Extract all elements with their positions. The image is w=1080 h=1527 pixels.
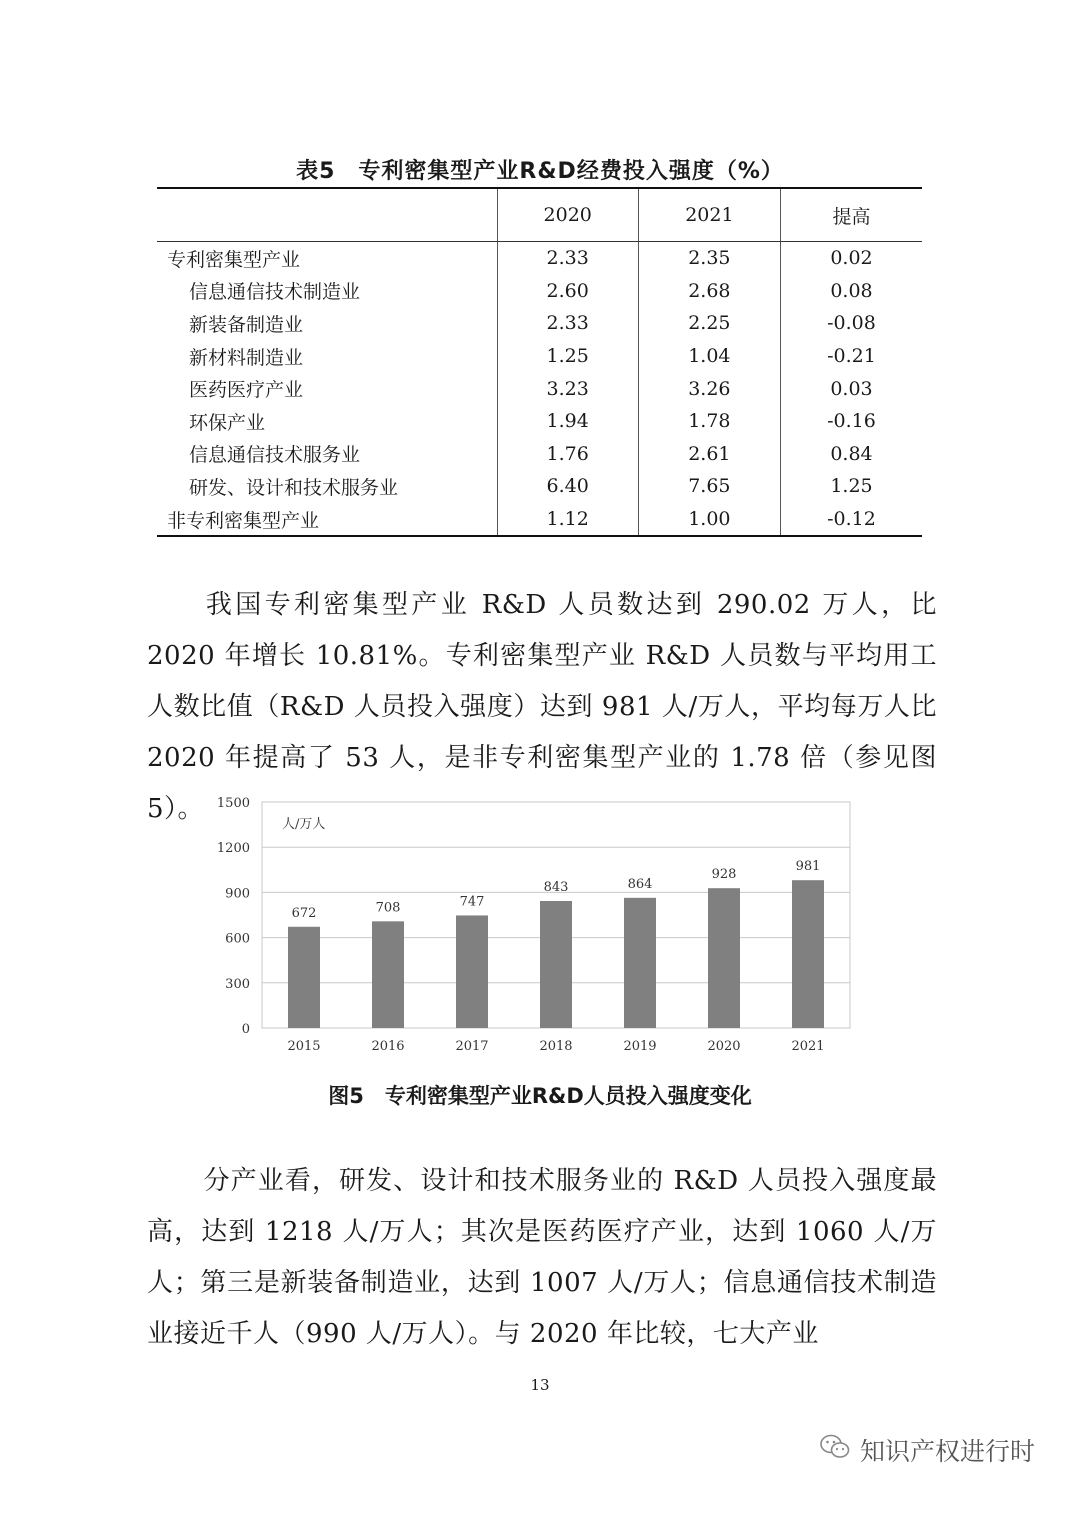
- row-value-2020: 1.94: [497, 405, 638, 438]
- bar: [540, 901, 572, 1028]
- row-value-2021: 7.65: [638, 470, 780, 503]
- row-value-change: -0.16: [780, 405, 922, 438]
- page-number: 13: [530, 1376, 550, 1394]
- x-tick-label: 2020: [707, 1039, 741, 1054]
- row-value-2021: 1.04: [638, 340, 780, 373]
- row-value-change: 0.02: [780, 242, 922, 275]
- bar: [372, 921, 404, 1028]
- paragraph-by-industry: [147, 1156, 937, 1360]
- bar: [288, 927, 320, 1028]
- row-value-2020: 2.33: [497, 242, 638, 275]
- bar: [708, 888, 740, 1028]
- y-tick-label: 1200: [216, 841, 250, 857]
- bar-data-label: 843: [543, 879, 569, 895]
- row-value-2020: 2.33: [497, 307, 638, 340]
- row-value-2020: 3.23: [497, 372, 638, 405]
- row-value-change: -0.08: [780, 307, 922, 340]
- row-industry-name: 新装备制造业: [189, 313, 304, 336]
- y-tick-label: 1500: [216, 796, 250, 811]
- row-industry-name: 信息通信技术服务业: [189, 444, 361, 467]
- y-axis-label: 人/万人: [282, 817, 326, 832]
- row-value-2021: 2.35: [638, 242, 780, 275]
- row-value-2021: 2.61: [638, 438, 780, 471]
- row-value-change: -0.12: [780, 503, 922, 537]
- watermark: [820, 1428, 1035, 1472]
- table-body: [157, 242, 922, 537]
- y-tick-label: 900: [225, 886, 250, 902]
- row-industry-name: 医药医疗产业: [189, 379, 304, 402]
- row-value-2020: 1.25: [497, 340, 638, 373]
- row-value-change: 0.08: [780, 275, 922, 308]
- bar: [456, 915, 488, 1028]
- row-industry-name: 信息通信技术制造业: [189, 281, 361, 304]
- rd-expenditure-table: [157, 187, 922, 537]
- table-row: [157, 242, 922, 275]
- table-row: [157, 307, 922, 340]
- bar: [792, 880, 824, 1028]
- x-tick-label: 2015: [287, 1039, 321, 1054]
- figure-title: 图5 专利密集型产业R&D人员投入强度变化: [328, 1084, 752, 1108]
- bar-data-label: 864: [627, 876, 653, 892]
- table-row: [157, 438, 922, 471]
- table-row: [157, 372, 922, 405]
- row-industry-name: 非专利密集型产业: [167, 509, 320, 532]
- table-row: [157, 503, 922, 537]
- header-cell-2021: 2021: [638, 188, 780, 242]
- x-tick-label: 2018: [539, 1039, 573, 1054]
- row-value-2021: 3.26: [638, 372, 780, 405]
- x-tick-label: 2021: [791, 1039, 825, 1054]
- bar-chart: [210, 790, 870, 1060]
- y-tick-label: 300: [225, 976, 250, 992]
- watermark-text: 知识产权进行时: [860, 1437, 1036, 1466]
- row-value-2020: 1.76: [497, 438, 638, 471]
- row-value-2021: 2.25: [638, 307, 780, 340]
- table-row: [157, 405, 922, 438]
- row-value-change: 1.25: [780, 470, 922, 503]
- table-row: [157, 340, 922, 373]
- header-cell-change: 提高: [780, 188, 922, 242]
- row-industry-name: 新材料制造业: [189, 346, 304, 369]
- paragraph-text: 我国专利密集型产业 R&D 人员数达到 290.02 万人，比 2020 年增长 10.81%。专利密集型产业 R&D 人员数与平均用工人数比值（R&D 人员投入强度）达到 981 人/万人，平均每万人比 2020 年提高了 53 人，是非专利密集型产业的 1.78 倍（参见图 5）。: [147, 590, 937, 824]
- bar-data-label: 981: [795, 859, 821, 875]
- bar-data-label: 672: [291, 905, 317, 921]
- row-value-2020: 6.40: [497, 470, 638, 503]
- header-cell-blank: [157, 188, 497, 242]
- bar: [624, 898, 656, 1028]
- row-value-change: 0.03: [780, 372, 922, 405]
- table-header-row: [157, 188, 922, 242]
- row-value-2021: 1.78: [638, 405, 780, 438]
- row-value-2021: 1.00: [638, 503, 780, 537]
- row-value-2020: 2.60: [497, 275, 638, 308]
- chart-svg: [210, 790, 870, 1060]
- header-cell-2020: 2020: [497, 188, 638, 242]
- row-value-change: -0.21: [780, 340, 922, 373]
- bar-data-label: 928: [711, 867, 737, 883]
- row-value-2021: 2.68: [638, 275, 780, 308]
- table-row: [157, 470, 922, 503]
- x-tick-label: 2017: [455, 1039, 489, 1054]
- table-title: 表5 专利密集型产业R&D经费投入强度（%）: [296, 159, 784, 184]
- paragraph-text: 分产业看，研发、设计和技术服务业的 R&D 人员投入强度最高，达到 1218 人/万人；其次是医药医疗产业，达到 1060 人/万人；第三是新装备制造业，达到 1007 人/万人；信息通信技术制造业接近千人（990 人/万人）。与 2020 年比较，七大产业: [147, 1166, 937, 1349]
- wechat-icon: [820, 1434, 850, 1466]
- row-value-2020: 1.12: [497, 503, 638, 537]
- bar-data-label: 708: [375, 900, 401, 916]
- row-industry-name: 研发、设计和技术服务业: [189, 476, 399, 499]
- bar-data-label: 747: [459, 894, 485, 910]
- row-industry-name: 专利密集型产业: [167, 248, 301, 271]
- y-tick-label: 600: [225, 931, 250, 947]
- row-industry-name: 环保产业: [189, 411, 266, 434]
- x-tick-label: 2016: [371, 1039, 405, 1054]
- row-value-change: 0.84: [780, 438, 922, 471]
- x-tick-label: 2019: [623, 1039, 657, 1054]
- y-tick-label: 0: [241, 1022, 250, 1037]
- table-row: [157, 275, 922, 308]
